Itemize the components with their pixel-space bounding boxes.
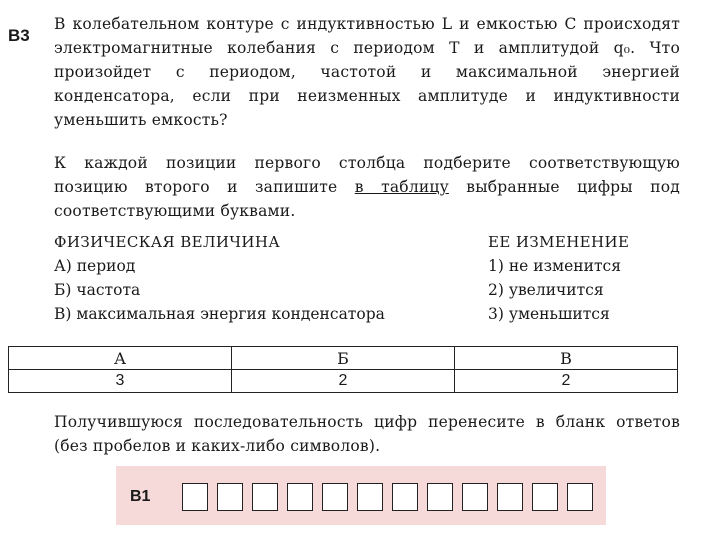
answer-table-header-row — [9, 347, 678, 370]
answer-box[interactable] — [462, 483, 488, 511]
change-item: 2) увеличится — [488, 281, 604, 299]
change-heading: ЕЕ ИЗМЕНЕНИЕ — [488, 233, 630, 251]
task-label: B3 — [8, 26, 30, 45]
answer-box[interactable] — [357, 483, 383, 511]
answer-header-b: Б — [232, 347, 455, 370]
instructions — [54, 151, 680, 223]
answer-table — [8, 346, 678, 393]
answer-box[interactable] — [287, 483, 313, 511]
answer-blank-label: B1 — [130, 488, 151, 505]
answer-header-a: А — [9, 347, 232, 370]
quantity-item: Б) частота — [54, 281, 141, 299]
answer-cell-b[interactable]: 2 — [232, 370, 455, 393]
answer-cell-v[interactable]: 2 — [455, 370, 678, 393]
answer-header-v: В — [455, 347, 678, 370]
answer-box[interactable] — [392, 483, 418, 511]
change-item: 3) уменьшится — [488, 305, 610, 323]
physical-quantity-heading: ФИЗИЧЕСКАЯ ВЕЛИЧИНА — [54, 233, 281, 251]
answer-blank — [116, 466, 606, 525]
problem-statement: В колебательном контуре с индуктивностью L и емкостью C происходят электромагнитные колебания с периодом T и амплитудой q₀. Что произойдет с периодом, частотой и максимальной энергией конденсатора, если при неизменных амплитуде и индуктивности уменьшить емкость? — [54, 15, 680, 129]
physical-quantity-column — [54, 230, 385, 326]
quantity-item: В) максимальная энергия конденсатора — [54, 305, 385, 323]
instructions-before: К каждой позиции первого столбца подберите соответствующую позицию второго и запишите — [54, 154, 680, 196]
answer-box[interactable] — [497, 483, 523, 511]
quantity-item: А) период — [54, 257, 136, 275]
answer-box[interactable] — [532, 483, 558, 511]
table-link[interactable]: в таблицу — [354, 178, 449, 196]
instructions-after: выбранные цифры под соответствующими буквами. — [54, 178, 681, 220]
answer-boxes — [182, 483, 602, 511]
change-column — [488, 230, 629, 326]
answer-table-value-row — [9, 370, 678, 393]
answer-cell-a[interactable]: 3 — [9, 370, 232, 393]
answer-box[interactable] — [322, 483, 348, 511]
answer-box[interactable] — [182, 483, 208, 511]
answer-box[interactable] — [567, 483, 593, 511]
answer-box[interactable] — [427, 483, 453, 511]
answer-box[interactable] — [252, 483, 278, 511]
answer-box[interactable] — [217, 483, 243, 511]
transfer-instruction: Получившуюся последовательность цифр перенесите в бланк ответов (без пробелов и каких-либо символов). — [54, 413, 680, 455]
change-item: 1) не изменится — [488, 257, 621, 275]
